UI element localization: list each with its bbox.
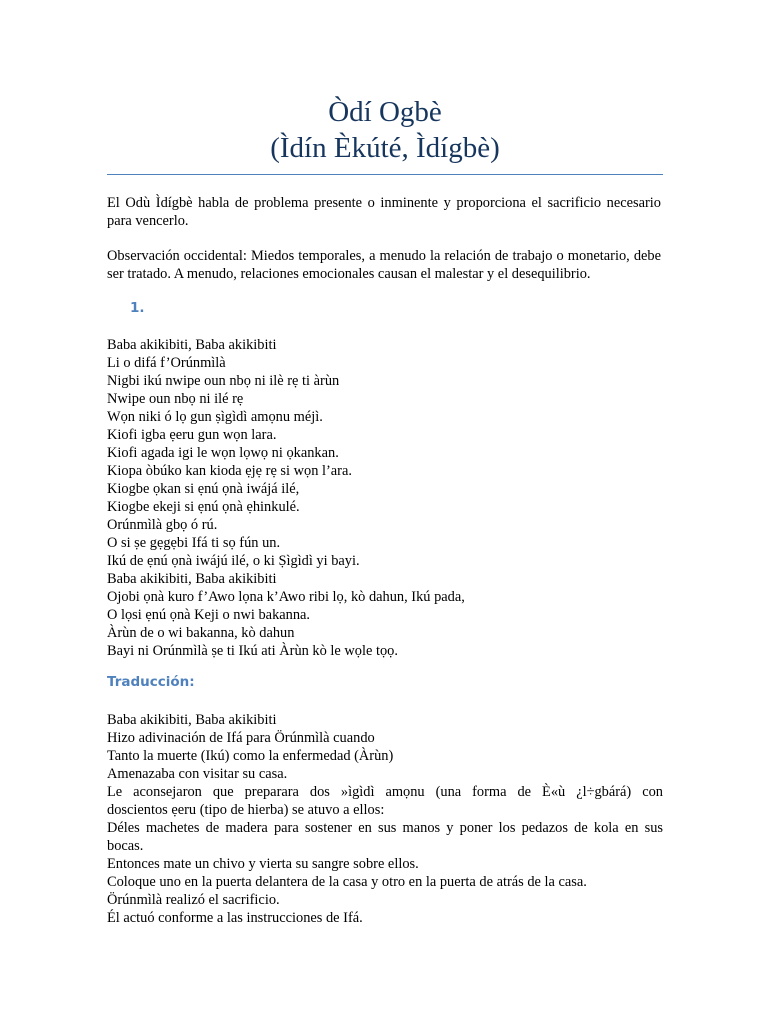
verse-line: Kiofi agada igi le wọn lọwọ ni ọkankan. <box>107 445 339 461</box>
section-number-heading: 1. <box>130 300 145 316</box>
observation-paragraph: Observación occidental: Miedos temporales, a menudo la relación de trabajo o monetario, debe ser tratado. A menudo, relaciones emocionales causan el malestar y el desequilibrio. <box>107 248 661 282</box>
translation-line: Tanto la muerte (Ikú) como la enfermedad (Àrùn) <box>107 748 394 764</box>
verse-line: Wọn niki ó lọ gun ṣìgìdì amọnu méjì. <box>107 409 323 425</box>
page-title <box>107 94 663 166</box>
verse-block <box>107 336 663 660</box>
verse-line: Kiogbe ọkan si ẹnú ọnà iwájá ilé, <box>107 481 300 497</box>
translation-heading: Traducción: <box>107 674 195 690</box>
verse-line: O si ṣe gẹgẹbi Ifá ti sọ fún un. <box>107 535 281 551</box>
translation-line: Amenazaba con visitar su casa. <box>107 766 288 782</box>
verse-line: Kiofi igba ẹeru gun wọn lara. <box>107 427 277 443</box>
translation-line: bocas. <box>107 838 144 854</box>
translation-line: Él actuó conforme a las instrucciones de Ifá. <box>107 910 363 926</box>
title-divider <box>107 174 663 175</box>
translation-line: Déles machetes de madera para sostener en sus manos y poner los pedazos de kola en sus <box>107 820 663 836</box>
verse-line: Bayi ni Orúnmìlà ṣe ti Ikú ati Àrùn kò le wọle tọọ. <box>107 643 398 659</box>
verse-line: Kiogbe ekeji si ẹnú ọnà ẹhinkulé. <box>107 499 300 515</box>
translation-line: Örúnmìlà realizó el sacrificio. <box>107 892 280 908</box>
title-line-1: Òdí Ogbè <box>328 96 442 128</box>
translation-line: Baba akikibiti, Baba akikibiti <box>107 712 277 728</box>
verse-line: Nwipe oun nbọ ni ilé rẹ <box>107 391 244 407</box>
translation-line: Le aconsejaron que preparara dos »ìgìdì amọnu (una forma de È«ù ¿l÷gbárá) con <box>107 784 663 800</box>
verse-line: Nigbi ikú nwipe oun nbọ ni ilè rẹ ti àrùn <box>107 373 340 389</box>
translation-line: Coloque uno en la puerta delantera de la casa y otro en la puerta de atrás de la casa. <box>107 874 587 890</box>
verse-line: Àrùn de o wi bakanna, kò dahun <box>107 625 295 641</box>
translation-line: Hizo adivinación de Ifá para Örúnmìlà cuando <box>107 730 375 746</box>
verse-line: Ojobi ọnà kuro f’Awo lọna k’Awo ribi lọ, kò dahun, Ikú pada, <box>107 589 465 605</box>
translation-block <box>107 711 663 927</box>
verse-line: Orúnmìlà gbọ ó rú. <box>107 517 218 533</box>
translation-line: doscientos ẹeru (tipo de hierba) se atuvo a ellos: <box>107 802 385 818</box>
verse-line: Ikú de ẹnú ọnà iwájú ilé, o ki Ṣìgìdì yi bayi. <box>107 553 360 569</box>
title-line-2: (Ìdín Èkúté, Ìdígbè) <box>270 132 500 164</box>
verse-line: Kiopa òbúko kan kioda ẹjẹ rẹ si wọn l’ara. <box>107 463 352 479</box>
verse-line: Baba akikibiti, Baba akikibiti <box>107 571 277 587</box>
verse-line: Baba akikibiti, Baba akikibiti <box>107 337 277 353</box>
translation-line: Entonces mate un chivo y vierta su sangre sobre ellos. <box>107 856 419 872</box>
intro-paragraph: El Odù Ìdígbè habla de problema presente o inminente y proporciona el sacrificio necesario para vencerlo. <box>107 195 661 229</box>
verse-line: O lọsi ẹnú ọnà Keji o nwi bakanna. <box>107 607 311 623</box>
verse-line: Li o difá f’Orúnmìlà <box>107 355 226 371</box>
